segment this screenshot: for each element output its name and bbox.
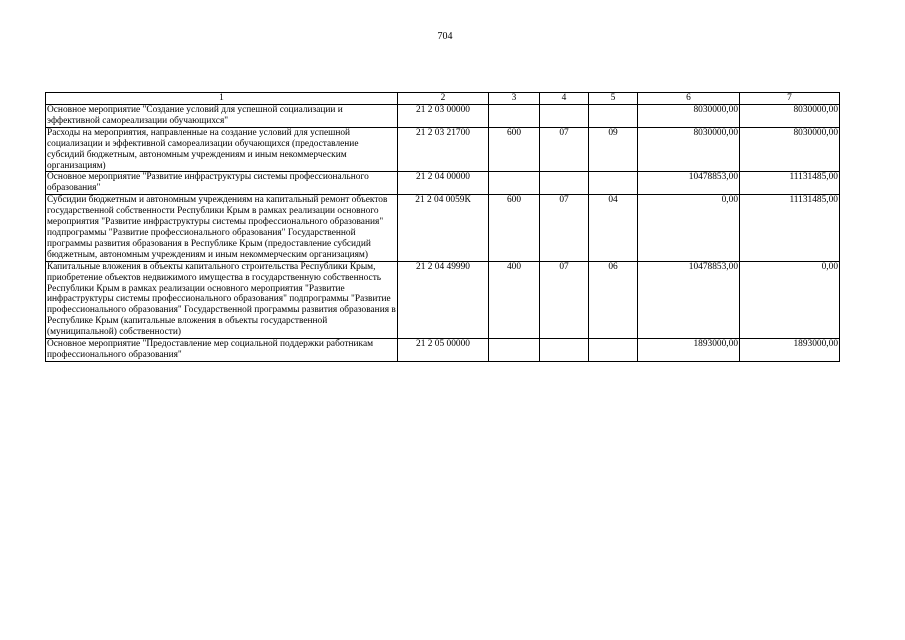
row-name: Расходы на мероприятия, направленные на создание условий для успешной социализации и эффективной самореализации обучающихся (предоставление субсидий бюджетным, автономным учреждениям и иным некоммерческим организациям) (46, 127, 398, 172)
column-header: 4 (540, 93, 589, 105)
row-amount-6: 10478853,00 (638, 172, 740, 195)
row-amount-7: 0,00 (740, 261, 840, 338)
row-code: 21 2 04 49990 (398, 261, 489, 338)
row-col3: 600 (489, 127, 540, 172)
row-amount-7: 11131485,00 (740, 195, 840, 261)
row-col5 (589, 339, 638, 362)
row-col3: 400 (489, 261, 540, 338)
row-amount-7: 11131485,00 (740, 172, 840, 195)
row-code: 21 2 04 00000 (398, 172, 489, 195)
row-code: 21 2 03 00000 (398, 105, 489, 128)
row-amount-6: 8030000,00 (638, 127, 740, 172)
column-header: 7 (740, 93, 840, 105)
table-row (46, 261, 840, 338)
row-name: Капитальные вложения в объекты капитального строительства Республики Крым, приобретение объектов недвижимого имущества в государственную собственность Республики Крым в рамках реализации основного мероприятия "Развитие инфраструктуры системы профессионального образования" подпрограммы "Развитие профессионального образования" Государственной программы развития образования в Республике Крым (капитальные вложения в объекты государственной (муниципальной) собственности) (47, 261, 396, 338)
row-col5 (589, 172, 638, 195)
row-col5 (589, 105, 638, 128)
row-name: Основное мероприятие "Предоставление мер социальной поддержки работникам профессионального образования" (46, 339, 398, 362)
row-code: 21 2 03 21700 (398, 127, 489, 172)
row-amount-7: 8030000,00 (740, 127, 840, 172)
row-amount-6: 8030000,00 (638, 105, 740, 128)
table-row (46, 127, 840, 172)
column-header: 5 (589, 93, 638, 105)
row-col5: 09 (589, 127, 638, 172)
column-header: 1 (46, 93, 398, 105)
header-row (46, 93, 840, 105)
column-header: 6 (638, 93, 740, 105)
table-row (46, 105, 840, 128)
row-col4 (540, 105, 589, 128)
row-amount-6: 0,00 (638, 195, 740, 261)
row-col5: 04 (589, 195, 638, 261)
row-code: 21 2 05 00000 (398, 339, 489, 362)
row-col4: 07 (540, 261, 589, 338)
row-name: Основное мероприятие "Развитие инфраструктуры системы профессионального образования" (46, 172, 398, 195)
row-name: Субсидии бюджетным и автономным учреждениям на капитальный ремонт объектов государственной собственности Республики Крым в рамках реализации основного мероприятия "Развитие инфраструктуры системы профессионального образования" подпрограммы "Развитие профессионального образования" Государственной программы развития образования в Республике Крым (предоставление субсидий бюджетным, автономным учреждениям и иным некоммерческим организациям) (46, 195, 398, 261)
page-number: 704 (437, 31, 453, 42)
table-row (46, 339, 840, 362)
column-header: 2 (398, 93, 489, 105)
row-amount-7: 8030000,00 (740, 105, 840, 128)
table-row (46, 172, 840, 195)
table-row (46, 195, 840, 261)
row-amount-7: 1893000,00 (740, 339, 840, 362)
row-col3: 600 (489, 195, 540, 261)
row-col4: 07 (540, 127, 589, 172)
row-col5: 06 (589, 261, 638, 338)
row-amount-6: 1893000,00 (638, 339, 740, 362)
row-name: Основное мероприятие "Создание условий для успешной социализации и эффективной самореализации обучающихся" (46, 105, 398, 128)
row-amount-6: 10478853,00 (638, 261, 740, 338)
row-col3 (489, 105, 540, 128)
row-col4 (540, 339, 589, 362)
row-col3 (489, 172, 540, 195)
row-col4 (540, 172, 589, 195)
row-col3 (489, 339, 540, 362)
column-header: 3 (489, 93, 540, 105)
budget-table (45, 92, 840, 362)
row-col4: 07 (540, 195, 589, 261)
row-code: 21 2 04 0059К (398, 195, 489, 261)
